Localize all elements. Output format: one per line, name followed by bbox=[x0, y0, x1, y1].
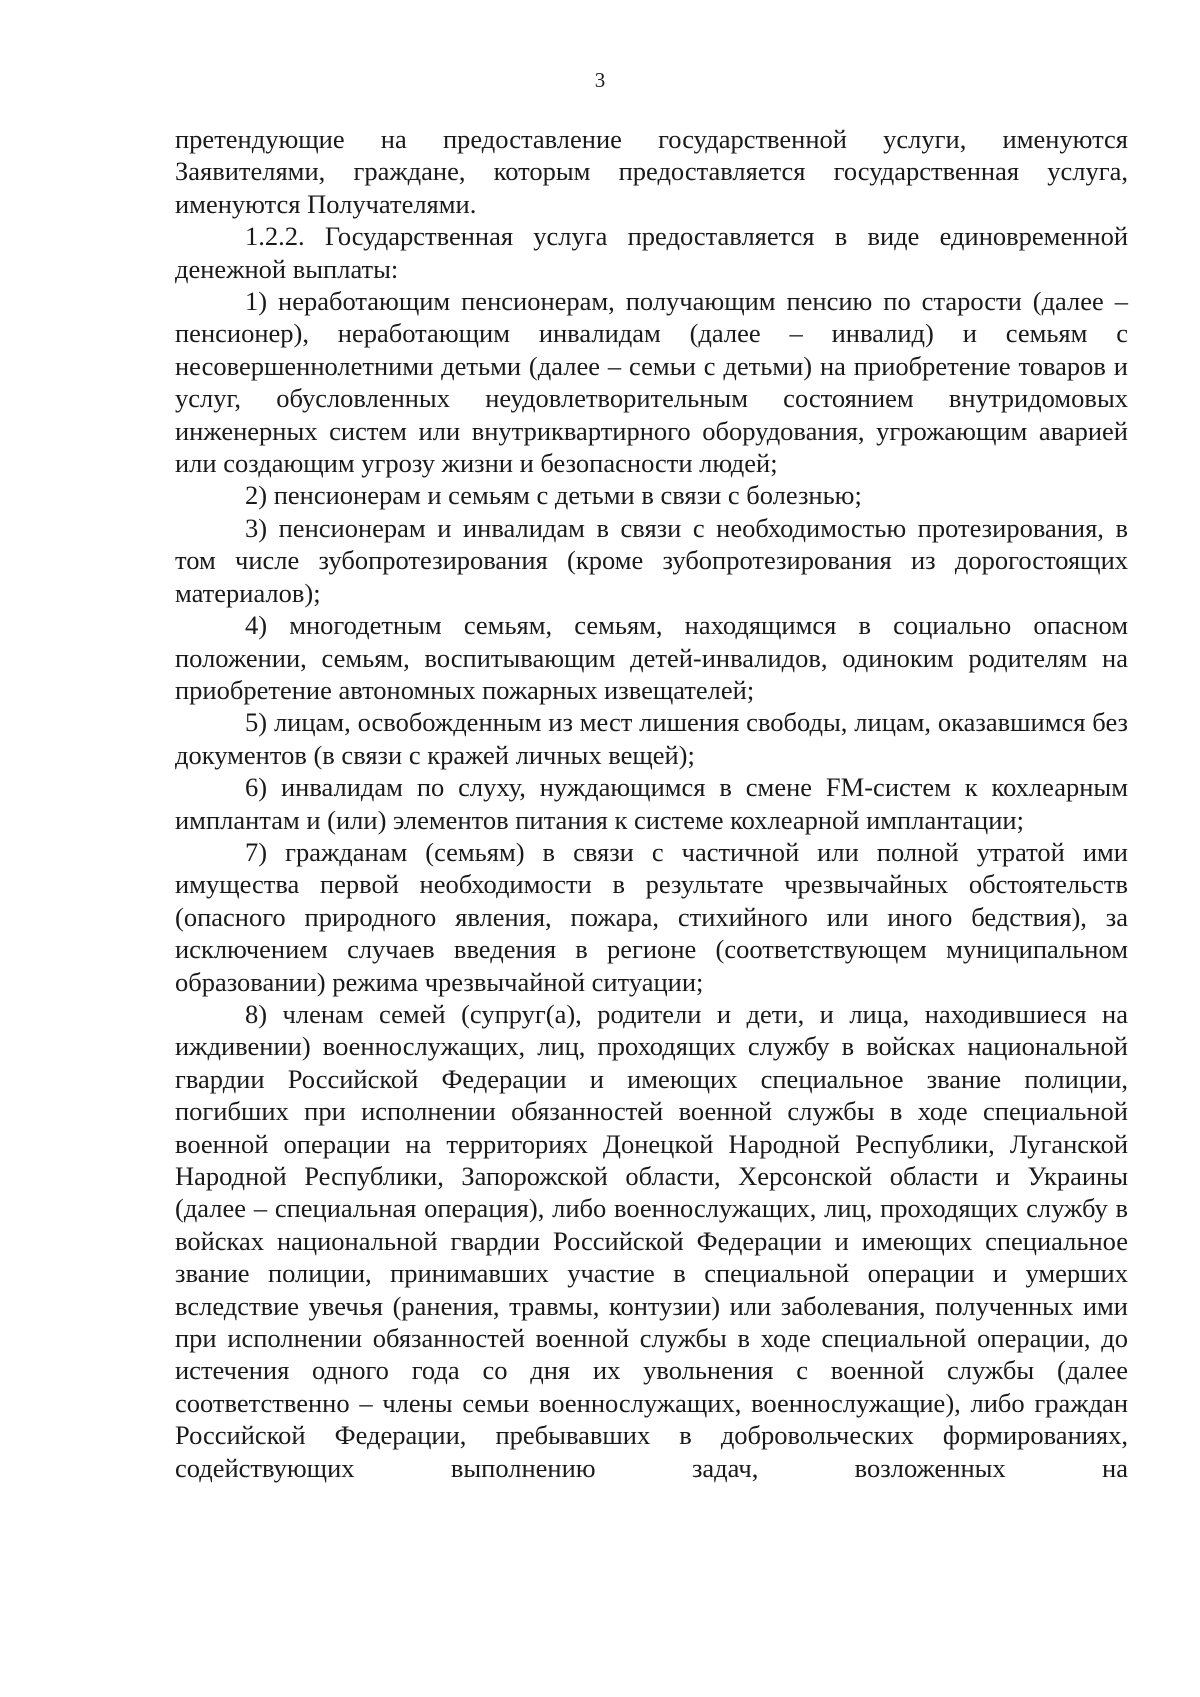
list-item-3: 3) пенсионерам и инвалидам в связи с необходимостью протезирования, в том числе зубопротезирования (кроме зубопротезирования из дорогостоящих материалов); bbox=[175, 512, 1128, 608]
list-item-7: 7) гражданам (семьям) в связи с частичной или полной утратой ими имущества первой необходимости в результате чрезвычайных обстоятельств (опасного природного явления, пожара, стихийного или иного бедствия), за исключением случаев введения в регионе (соответствующем муниципальном образовании) режима чрезвычайной ситуации; bbox=[175, 836, 1128, 997]
list-item-8: 8) членам семей (супруг(а), родители и дети, и лица, находившиеся на иждивении) военнослужащих, лиц, проходящих службу в войсках национальной гвардии Российской Федерации и имеющих специальное звание полиции, погибших при исполнении обязанностей военной службы в ходе специальной военной операции на территориях Донецкой Народной Республики, Луганской Народной Республики, Запорожской области, Херсонской области и Украины (далее – специальная операция), либо военнослужащих, лиц, проходящих службу в войсках национальной гвардии Российской Федерации и имеющих специальное звание полиции, принимавших участие в специальной операции и умерших вследствие увечья (ранения, травмы, контузии) или заболевания, полученных ими при исполнении обязанностей военной службы в ходе специальной операции, до истечения одного года со дня их увольнения с военной службы (далее соответственно – члены семьи военнослужащих, военнослужащие), либо граждан Российской Федерации, пребывавших в добровольческих формированиях, содействующих выполнению задач, возложенных на bbox=[175, 998, 1128, 1483]
list-item-2: 2) пенсионерам и семьям с детьми в связи с болезнью; bbox=[245, 480, 862, 511]
list-item-6: 6) инвалидам по слуху, нуждающимся в смене FM-систем к кохлеарным имплантам и (или) элементов питания к системе кохлеарной имплантации; bbox=[175, 772, 1128, 835]
list-item-5: 5) лицам, освобожденным из мест лишения свободы, лицам, оказавшимся без документов (в связи с кражей личных вещей); bbox=[175, 707, 1128, 770]
paragraph-1-2-2: 1.2.2. Государственная услуга предоставляется в виде единовременной денежной выплаты: bbox=[175, 221, 1128, 284]
document-body bbox=[175, 123, 1128, 1484]
page-number: 3 bbox=[594, 68, 606, 92]
paragraph-continuation: претендующие на предоставление государственной услуги, именуются Заявителями, граждане, которым предоставляется государственная услуга, именуются Получателями. bbox=[175, 124, 1128, 219]
list-item-4: 4) многодетным семьям, семьям, находящимся в социально опасном положении, семьям, воспитывающим детей-инвалидов, одиноким родителям на приобретение автономных пожарных извещателей; bbox=[175, 610, 1128, 705]
list-item-1: 1) неработающим пенсионерам, получающим пенсию по старости (далее – пенсионер), неработающим инвалидам (далее – инвалид) и семьям с несовершеннолетними детьми (далее – семьи с детьми) на приобретение товаров и услуг, обусловленных неудовлетворительным состоянием внутридомовых инженерных систем или внутриквартирного оборудования, угрожающим аварией или создающим угрозу жизни и безопасности людей; bbox=[175, 286, 1128, 479]
